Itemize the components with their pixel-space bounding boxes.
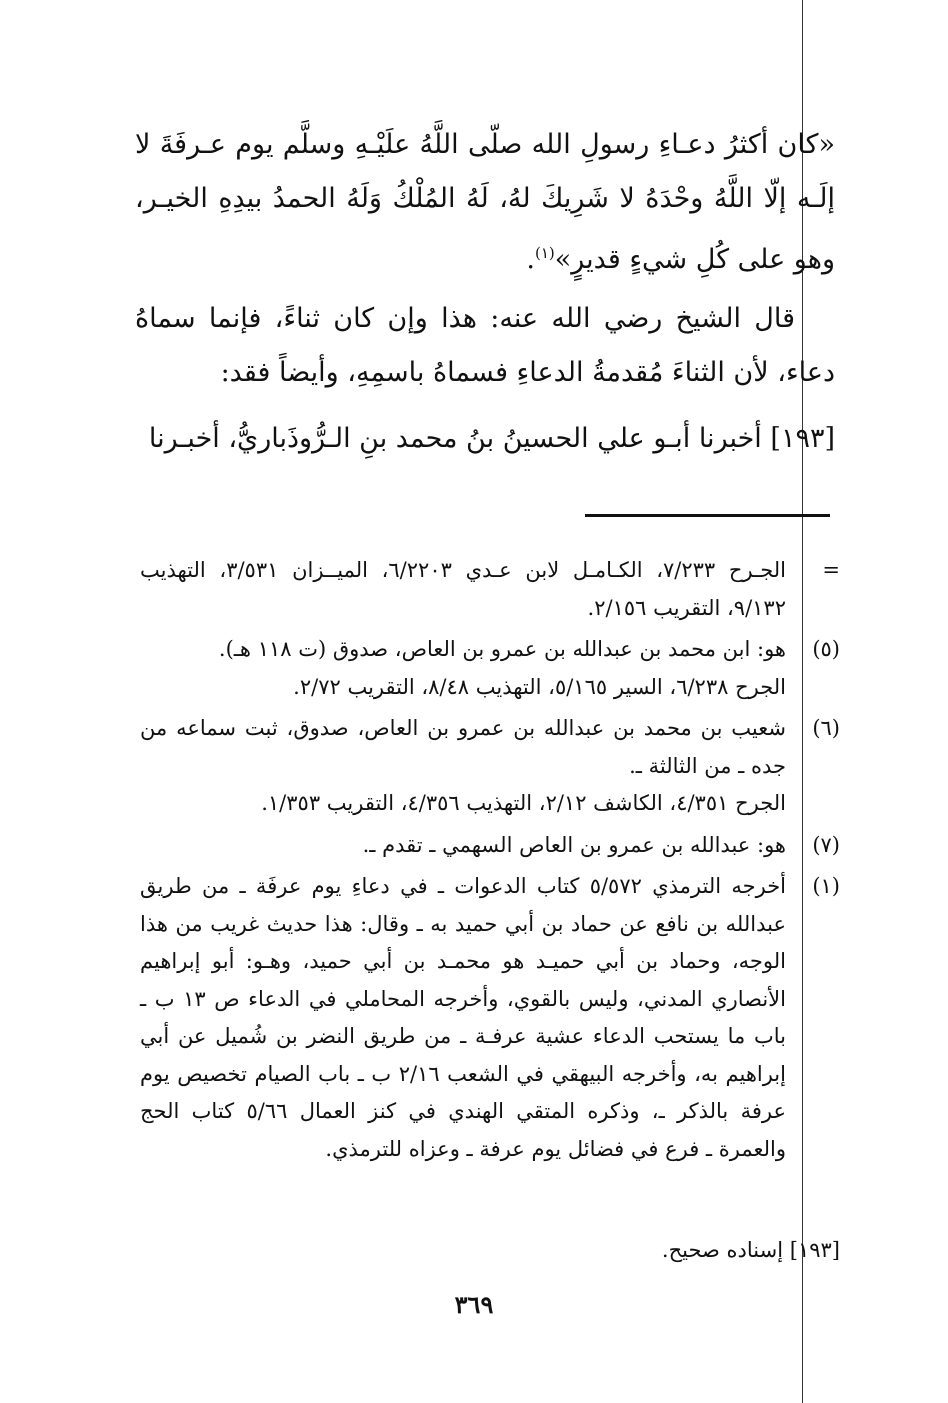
footnote-5	[140, 631, 840, 706]
footnote-line: الجرح ٦/٢٣٨، السير ٥/١٦٥، التهذيب ٨/٤٨، التقريب ٢/٧٢.	[293, 674, 786, 699]
footnotes	[140, 552, 840, 1172]
footnote-marker: =	[822, 558, 840, 582]
footnote-1	[140, 868, 840, 1168]
footnote-line: شعيب بن محمد بن عبدالله بن عمرو بن العاص، صدوق، ثبت سماعه من جده ـ من الثالثة ـ.	[140, 716, 786, 778]
footnote-line: أخرجه الترمذي ٥/٥٧٢ كتاب الدعوات ـ في دعاءِ يوم عرفَة ـ من طريق عبدالله بن نافع عن حماد بن أبي حميد به ـ وقال: هذا حديث غريب من هذا الوجه، وحماد بن أبي حميـد هو محمـد بن أبي حميد، وهـو: أبو إبراهيم الأنصاري المدني، وليس بالقوي، وأخرجه المحاملي في الدعاء ص ١٣ ب ـ باب ما يستحب الدعاء عشية عرفـة ـ من طريق النضر بن شُميل عن أبي إبراهيم به، وأخرجه البيهقي في الشعب ٢/١٦ ب ـ باب الصيام تخصيص يوم عرفة بالذكر ـ، وذكره المتقي الهندي في كنز العمال ٥/٦٦ كتاب الحج والعمرة ـ فرع في فضائل يوم عرفة ـ وعزاه للترمذي.	[140, 874, 787, 1161]
page-number: ٣٦٩	[454, 1290, 494, 1319]
footnote-continued	[140, 552, 840, 627]
footnote-6	[140, 710, 840, 823]
sheikh-comment	[135, 292, 835, 400]
footnote-marker: (٧)	[812, 832, 840, 857]
footnote-line: الجـرح ٧/٢٣٣، الكـامـل لابن عـدي ٦/٢٢٠٣، الميــزان ٣/٥٣١، التهذيب ٩/١٣٢، التقريب ٢/١٥٦.	[140, 558, 786, 620]
footnote-marker: (٦)	[812, 716, 840, 740]
footnote-marker: (٥)	[812, 637, 840, 661]
sheikh-comment-text: قال الشيخ رضي الله عنه: هذا وإن كان ثناءً، فإنما سماهُ دعاء، لأن الثناءَ مُقدمةُ الدعاءِ فسماهُ باسمِهِ، وأيضاً فقد:	[135, 303, 835, 388]
footnote-body	[140, 631, 786, 706]
footnote-separator	[585, 514, 830, 517]
isnad-start	[135, 412, 835, 466]
isnad-text: [١٩٣] أخبرنا أبـو علي الحسينُ بنُ محمد بنِ الـرُّوذَباريُّ، أخبـرنا	[148, 423, 835, 454]
footnote-body	[140, 552, 786, 627]
footnote-line: هو: ابن محمد بن عبدالله بن عمرو بن العاص، صدوق (ت ١١٨ هـ).	[218, 637, 786, 661]
footnote-line: الجرح ٤/٣٥١، الكاشف ٢/١٢، التهذيب ٤/٣٥٦، التقريب ١/٣٥٣.	[261, 791, 786, 815]
footnote-line: هو: عبدالله بن عمرو بن العاص السهمي ـ تقدم ـ.	[362, 832, 786, 857]
hadith-text	[135, 118, 835, 287]
hadith-text-body: «كان أكثرُ دعـاءِ رسولِ الله صلّى اللَّهُ علَيْـهِ وسلَّم يوم عـرفَةَ لا إلَـه إلّا اللَّهُ وحْدَهُ لا شَرِيكَ لهُ، لَهُ المُلْكُ وَلَهُ الحمدُ بيدِهِ الخيـر، وهو على كُلِ شيءٍ قديرٍ»	[135, 129, 835, 275]
footnote-ref-1: (١)	[534, 244, 555, 262]
hadith-text-end: .	[526, 244, 535, 275]
footnote-body	[140, 827, 786, 865]
footnote-7	[140, 827, 840, 865]
isnad-grade-note: [١٩٣] إسناده صحيح.	[661, 1238, 840, 1262]
footnote-body	[140, 710, 786, 823]
footnote-marker: (١)	[812, 874, 840, 898]
footnote-body	[140, 868, 786, 1168]
